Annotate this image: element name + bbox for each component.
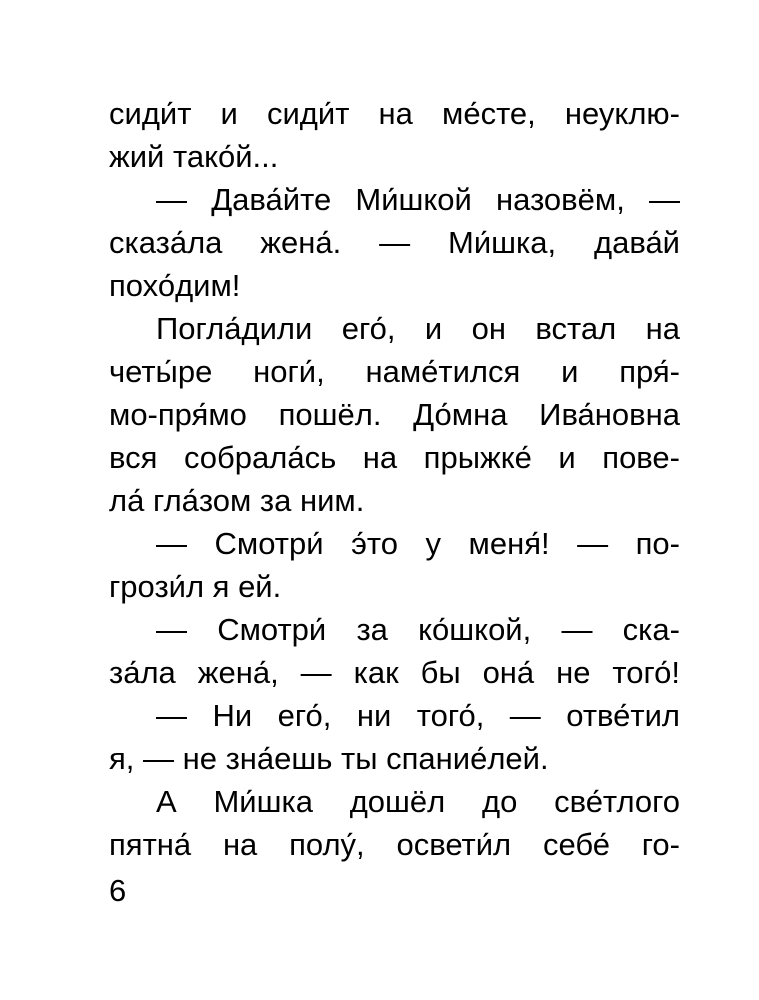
text-line: вся собрала́сь на прыжке́ и пове- <box>109 440 680 475</box>
text-line: похо́дим! <box>109 268 241 303</box>
text-line: ла́ гла́зом за ним. <box>109 483 365 518</box>
text-line: мо-пря́мо пошёл. До́мна Ива́новна <box>109 397 680 432</box>
text-line: я, — не зна́ешь ты спание́лей. <box>109 741 549 776</box>
text-line: А Ми́шка дошёл до све́тлого <box>156 784 680 819</box>
text-line: за́ла жена́, — как бы она́ не того́! <box>109 655 680 690</box>
text-line: четы́ре ноги́, наме́тился и пря́- <box>109 354 680 389</box>
text-line: — Смотри́ э́то у меня́! — по- <box>156 526 680 561</box>
text-line: пятна́ на полу́, освети́л себе́ го- <box>109 827 680 862</box>
text-line: жий тако́й... <box>109 139 279 174</box>
page-number: 6 <box>109 873 127 908</box>
text-line: Погла́дили его́, и он встал на <box>156 311 680 346</box>
text-line: — Смотри́ за ко́шкой, — ска- <box>156 612 680 647</box>
text-line: сказа́ла жена́. — Ми́шка, дава́й <box>109 225 680 260</box>
text-line: — Дава́йте Ми́шкой назовём, — <box>156 182 680 217</box>
text-line: — Ни его́, ни того́, — отве́тил <box>156 698 680 733</box>
body-text <box>109 92 680 866</box>
text-line: сиди́т и сиди́т на ме́сте, неуклю- <box>109 96 680 131</box>
text-line: грози́л я ей. <box>109 569 282 604</box>
